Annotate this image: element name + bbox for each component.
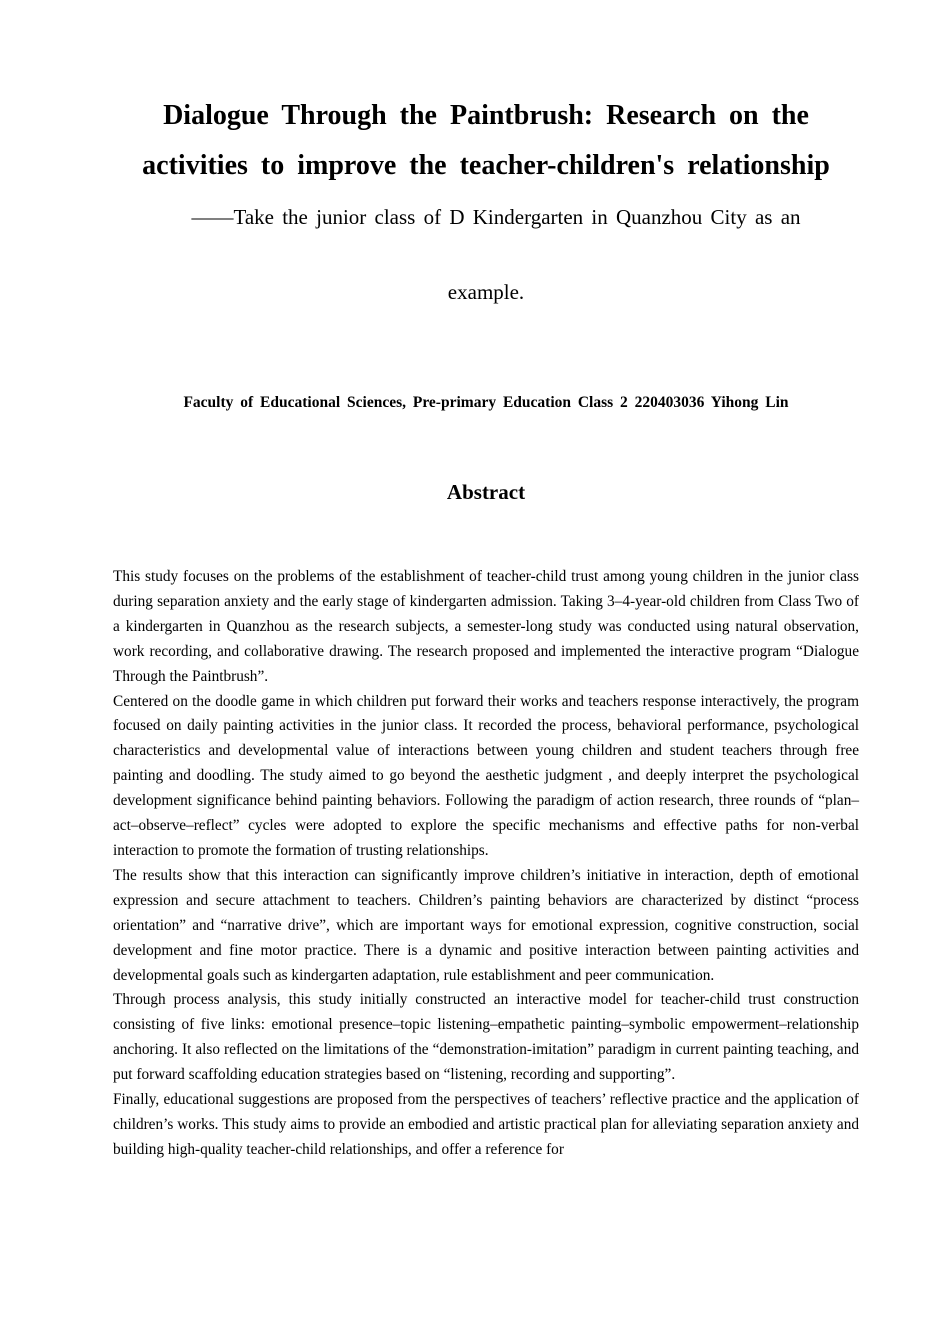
subtitle-line-2: example. — [447, 280, 525, 304]
title-line-2: activities to improve the teacher-children's relationship — [142, 150, 830, 181]
abstract-heading: Abstract — [446, 480, 526, 504]
abstract-paragraph-3: The results show that this interaction can significantly improve children’s initiative in interaction, depth of emotional expression and secure attachment to teachers. Children’s painting behaviors are characterized by distinct “process orientation” and “narrative drive”, which are important ways for emotional expression, cognitive construction, social development and fine motor practice. There is a dynamic and positive interaction between painting activities and developmental goals such as kindergarten adaptation, rule establishment and peer communication. — [113, 866, 859, 984]
author-affiliation: Faculty of Educational Sciences, Pre-primary Education Class 2 220403036 Yihong Lin — [183, 394, 789, 411]
subtitle-line-1: ——Take the junior class of D Kindergarten in Quanzhou City as an — [191, 205, 801, 229]
abstract-body — [113, 565, 859, 1163]
abstract-paragraph-4: Through process analysis, this study initially constructed an interactive model for teacher-child trust construction consisting of five links: emotional presence–topic listening–empathetic painting–symbolic empowerment–relationship anchoring. It also reflected on the limitations of the “demonstration-imitation” paradigm in current painting teaching, and put forward scaffolding education strategies based on “listening, recording and supporting”. — [113, 991, 859, 1084]
abstract-paragraph-5: Finally, educational suggestions are proposed from the perspectives of teachers’ reflective practice and the application of children’s works. This study aims to provide an embodied and artistic practical plan for alleviating separation anxiety and building high-quality teacher-child relationships, and offer a reference for — [113, 1091, 859, 1158]
title-line-1: Dialogue Through the Paintbrush: Research on the — [163, 100, 809, 131]
abstract-paragraph-2: Centered on the doodle game in which children put forward their works and teachers response interactively, the program focused on daily painting activities in the junior class. It recorded the process, behavioral performance, psychological characteristics and developmental value of interactions between young children and student teachers through free painting and doodling. The study aimed to go beyond the aesthetic judgment , and deeply interpret the psychological development significance behind painting behaviors. Following the paradigm of action research, three rounds of “plan–act–observe–reflect” cycles were adopted to explore the specific mechanisms and effective paths for non-verbal interaction to promote the formation of trusting relationships. — [113, 692, 859, 859]
abstract-paragraph-1: This study focuses on the problems of the establishment of teacher-child trust among young children in the junior class during separation anxiety and the early stage of kindergarten admission. Taking 3–4-year-old children from Class Two of a kindergarten in Quanzhou as the research subjects, a semester-long study was conducted using natural observation, work recording, and collaborative drawing. The research proposed and implemented the interactive program “Dialogue Through the Paintbrush”. — [113, 568, 859, 685]
